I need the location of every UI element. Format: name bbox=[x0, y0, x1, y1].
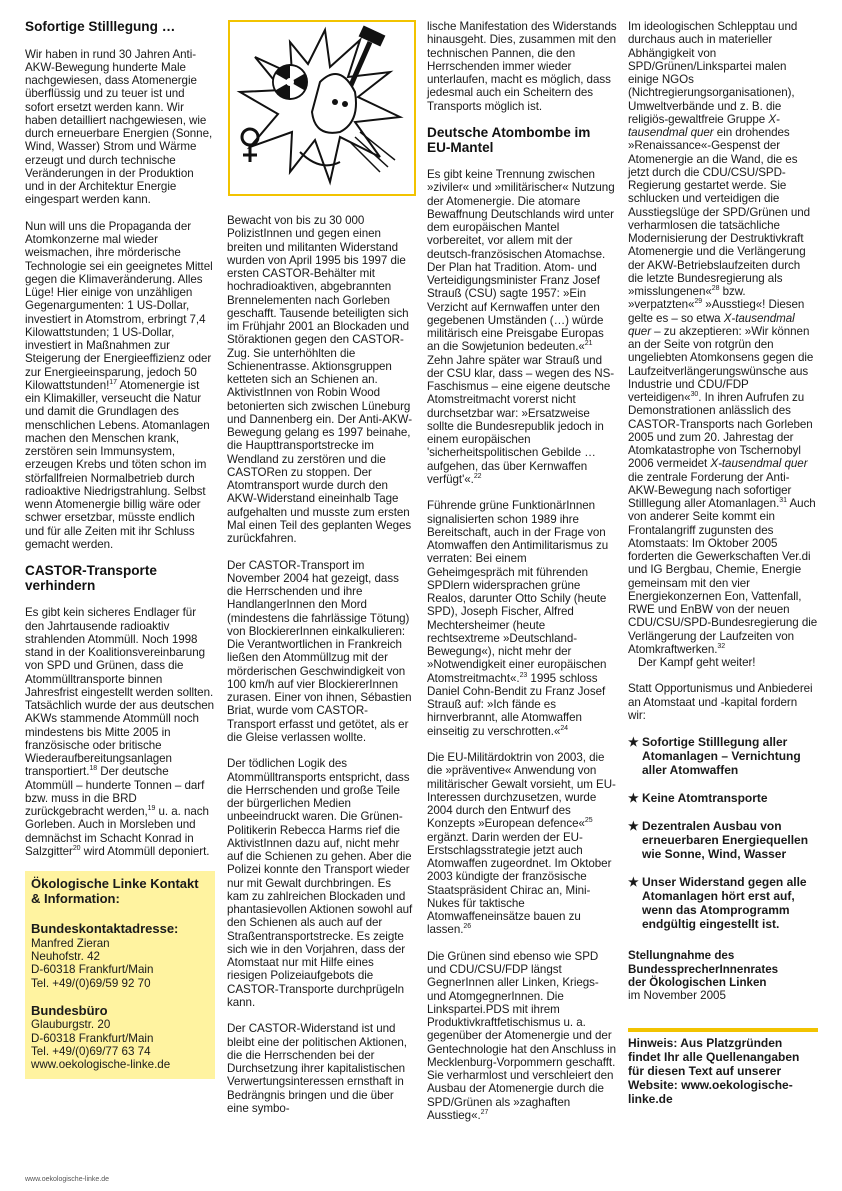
sources-note: Hinweis: Aus Platzgründen findet Ihr alle Quellenangaben für diesen Text auf unserer Website: www.oekologische-linke.de bbox=[628, 1028, 818, 1106]
demands-list bbox=[628, 735, 818, 931]
contact-street: Neuhofstr. 42 bbox=[31, 950, 100, 963]
star-icon: ★ bbox=[628, 791, 639, 806]
anti-nuclear-illustration bbox=[228, 20, 416, 196]
paragraph: Nun will uns die Propaganda der Atomkonzerne mal wieder weismachen, ihre mörderische Technologie sei ein geeignetes Mittel gegen die Klimaveränderung. Alles Lüge! Hier einige von unzähligen Gegenargumenten: 1 US-Dollar, investiert in Atomstrom, erbringt 7,4 Kilowattstunden; 1 US-Dollar, investiert in Maßnahmen zur Steigerung der Energieeffizienz oder zur Energieeinsparung, jedoch 50 Kilowattstunden!$^{17}$ Atomenergie ist ein Klimakiller, verseucht die Natur und damit die Grundlagen des menschlichen Lebens. Atomanlagen machen den Menschen krank, zerstören sein Immunsystem, erzeugen Krebs und töten schon im störfallfreien Normalbetrieb durch radioaktive Niedrigstrahlung. Selbst wenn Atomenergie billig wäre oder schwer ersetzbar, müsste endlich und für alle Zeiten mit ihr Schluss gemacht werden. bbox=[25, 219, 213, 551]
column-4 bbox=[628, 20, 818, 1106]
contact-box bbox=[25, 871, 215, 1079]
column-1 bbox=[25, 20, 215, 1079]
contact-city: D-60318 Frankfurt/Main bbox=[31, 963, 154, 977]
column-2 bbox=[227, 214, 415, 1128]
paragraph: Der tödlichen Logik des Atommülltransports entspricht, dass die Herrschenden und große Teile der bürgerlichen Medien unbeeindruckt waren. Die Grünen-Politikerin Rebecca Harms rief die AktivistInnen dazu auf, nicht mehr auf die Schienen zu gehen. Aber die Polizei konnte den Transport wieder nur mit Gewalt durchbringen. Es kam zu zahlreichen Blockaden und phantasievollen Aktionen sowohl auf den Schienen als auch auf der Straßentransportstrecke. Es zeigte sich wie in den Vorjahren, dass der Atomstaat nur mit Hilfe eines riesigen Polizeiaufgebots die CASTOR-Transporte durchprügeln kann. bbox=[227, 757, 413, 1009]
office-heading: Bundesbüro bbox=[31, 1002, 108, 1018]
star-icon: ★ bbox=[628, 735, 639, 750]
paragraph: Der Kampf geht weiter! bbox=[638, 656, 756, 669]
footer-url[interactable]: www.oekologische-linke.de bbox=[25, 1176, 110, 1183]
star-icon: ★ bbox=[628, 819, 639, 834]
paragraph: Die Grünen sind ebenso wie SPD und CDU/CSU/FDP längst GegnerInnen aller Linken, Kriegs- und AtomgegnerInnen. Die Linkspartei.PDS mit ihrem Produktivkraftfetischismus u. a. gegenüber der Atomenergie und der Gentechnologie hat den Anschluss in Mecklenburg-Vorpommern geschafft. Sie verharmlost und verschleiert den Ausbau der Atomenergie durch die SPD/Grünen als »zaghaften Ausstieg«.$^{27}$ bbox=[427, 949, 617, 1122]
column-3 bbox=[427, 20, 617, 1135]
paragraph: Die EU-Militärdoktrin von 2003, die die »präventive« Anwendung von militärischer Gewalt vorsieht, um EU-Interessen durchzusetzen, wurde 2004 durch den Entwurf des Konzepts »European defence«$^{25}$ ergänzt. Darin werden der EU-Erstschlagsstrategie jetzt auch Atomwaffen zugeordnet. Im Oktober 2003 kündigte der französische Staatspräsident Chirac an, Mini-Nukes für taktische Atomwaffeneinsätze bauen zu lassen.$^{26}$ bbox=[427, 751, 616, 937]
cartoon-drawing bbox=[230, 22, 414, 194]
list-item: ★ Sofortige Stilllegung aller Atomanlagen – Vernichtung aller Atomwaffen bbox=[628, 735, 801, 778]
paragraph: Wir haben in rund 30 Jahren Anti-AKW-Bewegung hunderte Male nachgewiesen, dass Atomenergie überflüssig und zu teuer ist und sofort ersetzt werden kann. Wir haben detailliert nachgewiesen, wie durch erneuerbare Energien (Sonne, Wind, Wasser) Strom und Wärme erzeugt und durch technische Veränderungen in der Produktion und in der Architektur Energie eingespart werden kann. bbox=[25, 47, 213, 207]
contact-name: Manfred Zieran bbox=[31, 936, 110, 950]
heading-stilllegung: Sofortige Stilllegung … bbox=[25, 19, 176, 34]
paragraph: Statt Opportunismus und Anbiederei an Atomstaat und -kapital fordern wir: bbox=[628, 682, 813, 722]
contact-phone: Tel. +49/(0)69/59 92 70 bbox=[31, 976, 151, 990]
list-item: ★ Keine Atomtransporte bbox=[628, 791, 768, 806]
statement-signature: Stellungnahme des BundessprecherInnenrates der Ökologischen Linken im November 2005 bbox=[628, 949, 779, 1002]
paragraph: Bewacht von bis zu 30 000 PolizistInnen und gegen einen breiten und militanten Widerstand wurden von April 1995 bis 1997 die ersten CASTOR-Behälter mit hochradioaktiven, abgebrannten Brennelementen nach Gorleben geschafft. Tausende beteiligten sich im Frühjahr 2001 an Blockaden und Störaktionen gegen den CASTOR-Zug. Sie unterhöhlten die Schienentrasse. Aktionsgruppen ketteten sich an Schienen an. AktivistInnen von Robin Wood betonierten sich zwischen Lüneburg und Dannenberg ein. Der Anti-AKW-Bewegung gelang es 1997 beinahe, die Haupttransportstrecke im Wendland zu zerstören und die CASTORen zu stoppen. Der Atomtransport wurde durch den AKW-Widerstand eineinhalb Tage aufgehalten und musste zum ersten Mal einen Teil des geplanten Weges zurückfahren. bbox=[227, 214, 413, 545]
paragraph: Der CASTOR-Widerstand ist und bleibt eine der politischen Aktionen, die die Herrschenden bei der Durchsetzung ihrer kapitalistischen Verwertungsinteressen ernsthaft in Bedrängnis bringen und die über eine symbo- bbox=[227, 1022, 407, 1115]
star-icon: ★ bbox=[628, 875, 639, 890]
office-phone: Tel. +49/(0)69/77 63 74 bbox=[31, 1044, 151, 1058]
office-website-link[interactable]: www.oekologische-linke.de bbox=[31, 1058, 171, 1071]
paragraph: Der CASTOR-Transport im November 2004 hat gezeigt, dass die Herrschenden und ihre HandlangerInnen den Mord (mindestens die fahrlässige Tötung) von BlockiererInnen einkalkulieren: Die Verantwortlichen in Frankreich ließen den Atommüllzug mit der mörderischen Geschwindigkeit von 100 km/h auf vier BlockiererInnen zurasen. Einer von ihnen, Sébastien Briat, wurde vom CASTOR-Transport erfasst und getötet, als er die Gleise verlassen wollte. bbox=[227, 558, 412, 744]
contact-address-heading: Bundeskontaktadresse: bbox=[31, 921, 179, 937]
list-item: ★ Dezentralen Ausbau von erneuerbaren Energiequellen wie Sonne, Wind, Wasser bbox=[628, 819, 809, 862]
contact-title: Ökologische Linke Kontakt & Information: bbox=[31, 876, 199, 906]
paragraph: lische Manifestation des Widerstands hinausgeht. Dies, zusammen mit den technischen Pannen, die den Herrschenden immer wieder unterlaufen, macht es möglich, dass jedesmal auch ein Scheitern des Transports möglich ist. bbox=[427, 20, 617, 113]
list-item: ★ Unser Widerstand gegen alle Atomanlagen hört erst auf, wenn das Atomprogramm endgültig eingestellt ist. bbox=[628, 875, 807, 932]
heading-atombombe: Deutsche Atombombe im EU-Mantel bbox=[427, 125, 591, 155]
paragraph: Im ideologischen Schlepptau und durchaus auch in materieller Abhängigkeit von SPD/Grünen/Linkspartei malen einige NGOs (Nichtregierungsorganisationen), Umweltverbände und z. B. die religiös-gewaltfreie Gruppe X-tausendmal quer ein drohendes »Renaissance«-Gespenst der Atomenergie an die Wand, die es jetzt durch die CDU/CSU/SPD-Regierung gestartet werde. Sie schlucken und verteidigen die Ausstiegslüge der SPD/Grünen und verharmlosen die tatsächliche Modernisierung der Destruktivkraft Atomenergie und die Verlängerung der AKW-Betriebslaufzeiten durch die letzte Bundesregierung als »misslungenen«$^{28}$ bzw. »verpatzten«$^{29}$ »Ausstieg«! Diesen gelte es – so etwa X-tausendmal quer – zu akzeptieren: »Wir können an der Seite von rotgrün den ungeliebten Atomkonsens gegen die Laufzeitverlängerungswünsche aus Industrie und CDU/FDP verteidigen«$^{30}$. In ihren Aufrufen zu Demonstrationen anlässlich des CASTOR-Transports nach Gorleben 2005 und zum 20. Jahrestag der Atomkatastrophe von Tschernobyl 2006 vermeidet X-tausendmal quer die zentrale Forderung der Anti-AKW-Bewegung nach sofortiger Stilllegung aller Atomanlagen.$^{31}$ Auch von anderer Seite kommt ein Frontalangriff zugunsten des Atomstaats: Im Oktober 2005 forderten die Gewerkschaften Ver.di und IG Bergbau, Chemie, Energie gemeinsam mit den vier Energiekonzernen Eon, Vattenfall, RWE und EnBW von der neuen CDU/CSU/SPD-Bundesregierung die Verlängerung der Laufzeiten von Atomkraftwerken.$^{32}$ bbox=[628, 20, 818, 656]
office-street: Glauburgstr. 20 bbox=[31, 1018, 111, 1032]
paragraph: Führende grüne FunktionärInnen signalisierten schon 1989 ihre Bereitschaft, auch in der Frage von Atomwaffen den Antimilitarismus zu verraten: Bei einem Geheimgespräch mit führenden SPDlern widersprachen grüne Realos, darunter Otto Schily (heute SPD), Joseph Fischer, Alfred Mechtersheimer (heute rechtsextreme »Deutschland-Bewegung«), nicht mehr der »Notwendigkeit einer europäischen Atomstreitmacht«.$^{23}$ 1995 schloss Daniel Cohn-Bendit zu Franz Josef Strauß auf: »Ich fände es hirnverbrannt, alle Atomwaffen einseitig zu verschrotten.«$^{24}$ bbox=[427, 499, 609, 738]
paragraph: Es gibt kein sicheres Endlager für den Jahrtausende radioaktiv strahlenden Atommüll. Noch 1998 stand in der Koalitionsvereinbarung von SPD und Grünen, dass die Atommülltransporte binnen Jahresfrist eingestellt werden sollten. Tatsächlich wurde der aus deutschen AKWs stammende Atommüll noch mindestens bis Mitte 2005 in französische oder britische Wiederaufbereitungsanlagen transportiert.$^{18}$ Der deutsche Atommüll – hunderte Tonnen – darf bzw. muss in die BRD zurückgebracht werden,$^{19}$ u. a. nach Gorleben. Auch in Morsleben und demnächst im Schacht Konrad in Salzgitter$^{20}$ wird Atommüll deponiert. bbox=[25, 606, 215, 858]
heading-castor: CASTOR-Transporte verhindern bbox=[25, 563, 157, 593]
office-city: D-60318 Frankfurt/Main bbox=[31, 1031, 154, 1045]
paragraph: Es gibt keine Trennung zwischen »ziviler« und »militärischer« Nutzung der Atomenergie. Die atomare Bewaffnung Deutschlands wird unter dem europäischen Mantel vorbereitet, vor allem mit der deutsch-französischen Atomachse. Der Plan hat Tradition. Atom- und Verteidigungsminister Franz Josef Strauß (CSU) sagte 1957: »Ein Verzicht auf Kernwaffen unter den gegebenen Umständen (…) würde militärisch eine Preisgabe Europas an die Sowjetunion bedeuten.«$^{21}$ Zehn Jahre später war Strauß und der CSU klar, dass – wegen des NS-Faschismus – eine eigene deutsche Atomstreitmacht vorerst nicht durchsetzbar war: »Ersatzweise sollte die Bundesrepublik jedoch in einem europäischen 'sicherheitspolitischen Gebilde … aufgehen, das über Kernwaffen verfügt'«.$^{22}$ bbox=[427, 168, 615, 486]
